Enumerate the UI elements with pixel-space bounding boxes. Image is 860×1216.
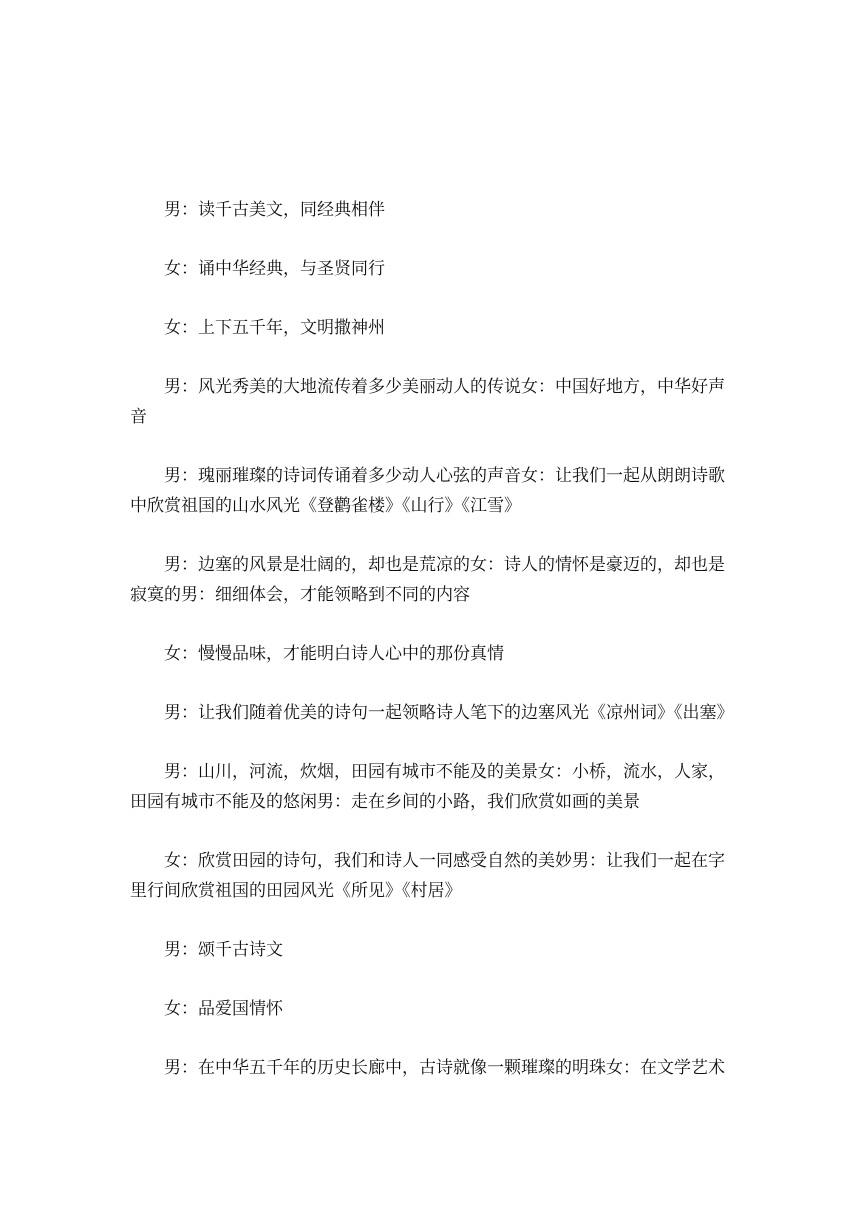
script-line: 女：上下五千年，文明撒神州 xyxy=(164,318,385,338)
script-line: 男：在中华五千年的历史长廊中，古诗就像一颗璀璨的明珠女：在文学艺术 xyxy=(164,1058,725,1078)
script-body xyxy=(130,195,732,1112)
script-line: 男：瑰丽璀璨的诗词传诵着多少动人心弦的声音女：让我们一起从朗朗诗歌中欣赏祖国的山水风光《登鹳雀楼》《山行》《江雪》 xyxy=(130,466,725,516)
script-line: 男：风光秀美的大地流传着多少美丽动人的传说女：中国好地方，中华好声音 xyxy=(130,377,725,427)
script-line: 女：慢慢品味，才能明白诗人心中的那份真情 xyxy=(164,644,504,664)
script-line: 男：山川，河流，炊烟，田园有城市不能及的美景女：小桥，流水，人家，田园有城市不能及的悠闲男：走在乡间的小路，我们欣赏如画的美景 xyxy=(130,762,725,812)
script-line: 男：读千古美文，同经典相伴 xyxy=(164,200,385,220)
script-line: 男：让我们随着优美的诗句一起领略诗人笔下的边塞风光《凉州词》《出塞》 xyxy=(164,703,734,723)
script-line: 女：诵中华经典，与圣贤同行 xyxy=(164,259,385,279)
script-line: 男：颂千古诗文 xyxy=(164,940,283,960)
script-line: 女：欣赏田园的诗句，我们和诗人一同感受自然的美妙男：让我们一起在字里行间欣赏祖国的田园风光《所见》《村居》 xyxy=(130,851,725,901)
script-line: 女：品爱国情怀 xyxy=(164,999,283,1019)
script-line: 男：边塞的风景是壮阔的，却也是荒凉的女：诗人的情怀是豪迈的，却也是寂寞的男：细细体会，才能领略到不同的内容 xyxy=(130,555,725,605)
